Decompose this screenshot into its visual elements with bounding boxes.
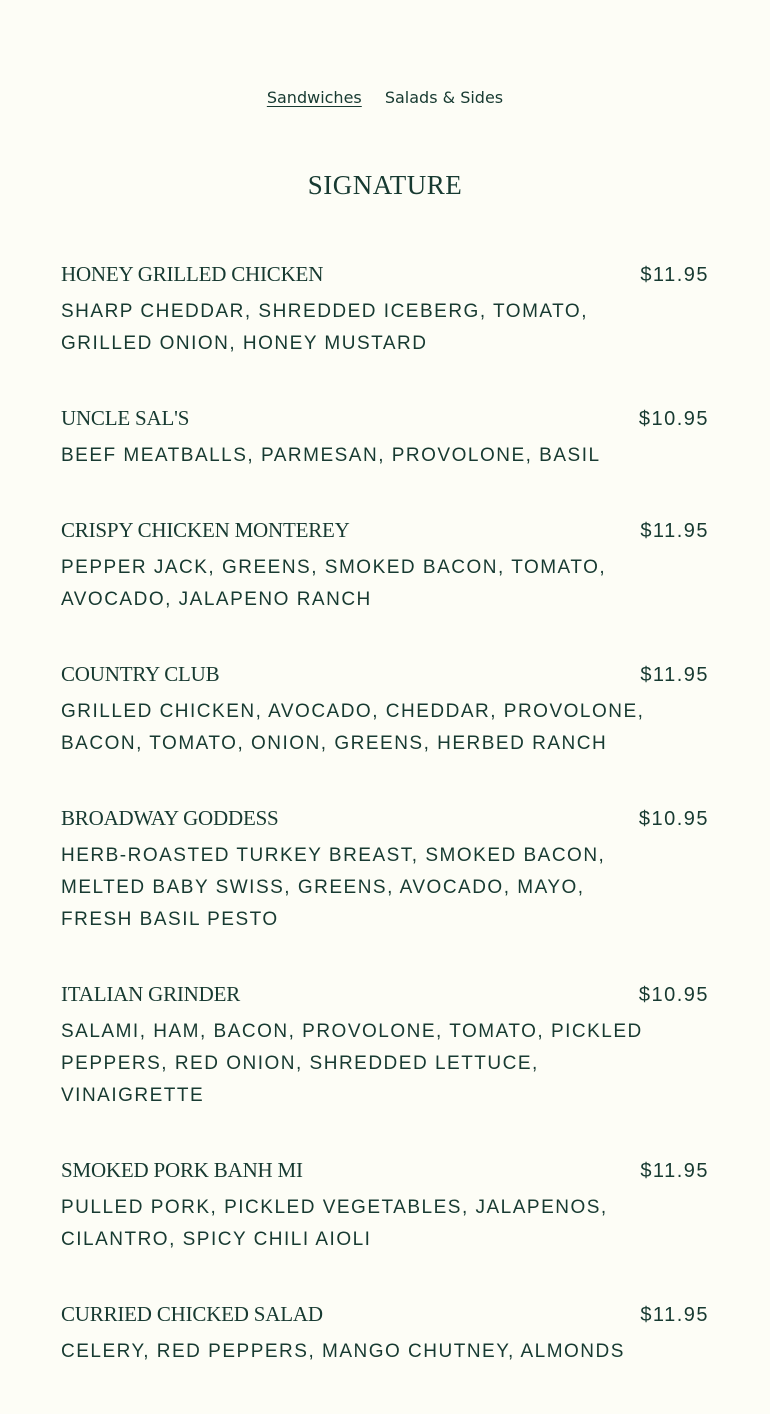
menu-item-header bbox=[61, 1158, 709, 1186]
menu-item-description: GRILLED CHICKEN, AVOCADO, CHEDDAR, PROVOLONE, BACON, TOMATO, ONION, GREENS, HERBED RANCH bbox=[61, 701, 645, 754]
menu-item-description: PEPPER JACK, GREENS, SMOKED BACON, TOMATO, AVOCADO, JALAPENO RANCH bbox=[61, 557, 607, 610]
menu-item bbox=[61, 806, 709, 936]
menu-item-price: $11.95 bbox=[640, 1304, 709, 1326]
menu-item-name: SMOKED PORK BANH MI bbox=[61, 1158, 303, 1182]
menu-item-price: $10.95 bbox=[638, 408, 709, 430]
menu-item-name: COUNTRY CLUB bbox=[61, 662, 220, 686]
menu-item-description: BEEF MEATBALLS, PARMESAN, PROVOLONE, BASIL bbox=[61, 445, 601, 466]
menu-item-name: HONEY GRILLED CHICKEN bbox=[61, 262, 324, 286]
menu-item-name: ITALIAN GRINDER bbox=[61, 982, 241, 1006]
menu-item-name: CURRIED CHICKED SALAD bbox=[61, 1302, 323, 1326]
menu-item bbox=[61, 1302, 709, 1368]
menu-item-description: HERB-ROASTED TURKEY BREAST, SMOKED BACON, MELTED BABY SWISS, GREENS, AVOCADO, MAYO, FRESH BASIL PESTO bbox=[61, 845, 606, 930]
menu-item bbox=[61, 262, 709, 360]
menu-item-price: $10.95 bbox=[638, 984, 709, 1006]
menu-item-header bbox=[61, 806, 709, 834]
menu-item-name: BROADWAY GODDESS bbox=[61, 806, 279, 830]
menu-item bbox=[61, 1158, 709, 1256]
menu-item-description: SALAMI, HAM, BACON, PROVOLONE, TOMATO, PICKLED PEPPERS, RED ONION, SHREDDED LETTUCE, VINAIGRETTE bbox=[61, 1021, 643, 1106]
menu-item-price: $11.95 bbox=[640, 664, 709, 686]
menu-item-header bbox=[61, 262, 709, 290]
section-title: SIGNATURE bbox=[307, 170, 463, 200]
menu-tabs bbox=[0, 88, 770, 107]
menu-item-description: CELERY, RED PEPPERS, MANGO CHUTNEY, ALMONDS bbox=[61, 1341, 625, 1362]
menu-item bbox=[61, 518, 709, 616]
menu-item-price: $11.95 bbox=[640, 264, 709, 286]
menu-item bbox=[61, 982, 709, 1112]
menu-item-header bbox=[61, 982, 709, 1010]
menu-item-description: PULLED PORK, PICKLED VEGETABLES, JALAPENOS, CILANTRO, SPICY CHILI AIOLI bbox=[61, 1197, 608, 1250]
tab-salads-sides[interactable]: Salads & Sides bbox=[384, 88, 504, 107]
menu-item-price: $11.95 bbox=[640, 1160, 709, 1182]
menu-list bbox=[61, 262, 709, 1414]
menu-item-header bbox=[61, 518, 709, 546]
menu-item-name: UNCLE SAL'S bbox=[61, 406, 190, 430]
menu-item-price: $11.95 bbox=[640, 520, 709, 542]
menu-item-name: CRISPY CHICKEN MONTEREY bbox=[61, 518, 350, 542]
menu-item-header bbox=[61, 662, 709, 690]
menu-item-header bbox=[61, 406, 709, 434]
menu-item-header bbox=[61, 1302, 709, 1330]
menu-item bbox=[61, 406, 709, 472]
tab-sandwiches[interactable]: Sandwiches bbox=[266, 88, 362, 107]
menu-item-price: $10.95 bbox=[638, 808, 709, 830]
menu-item-description: SHARP CHEDDAR, SHREDDED ICEBERG, TOMATO, GRILLED ONION, HONEY MUSTARD bbox=[61, 301, 588, 354]
menu-item bbox=[61, 662, 709, 760]
